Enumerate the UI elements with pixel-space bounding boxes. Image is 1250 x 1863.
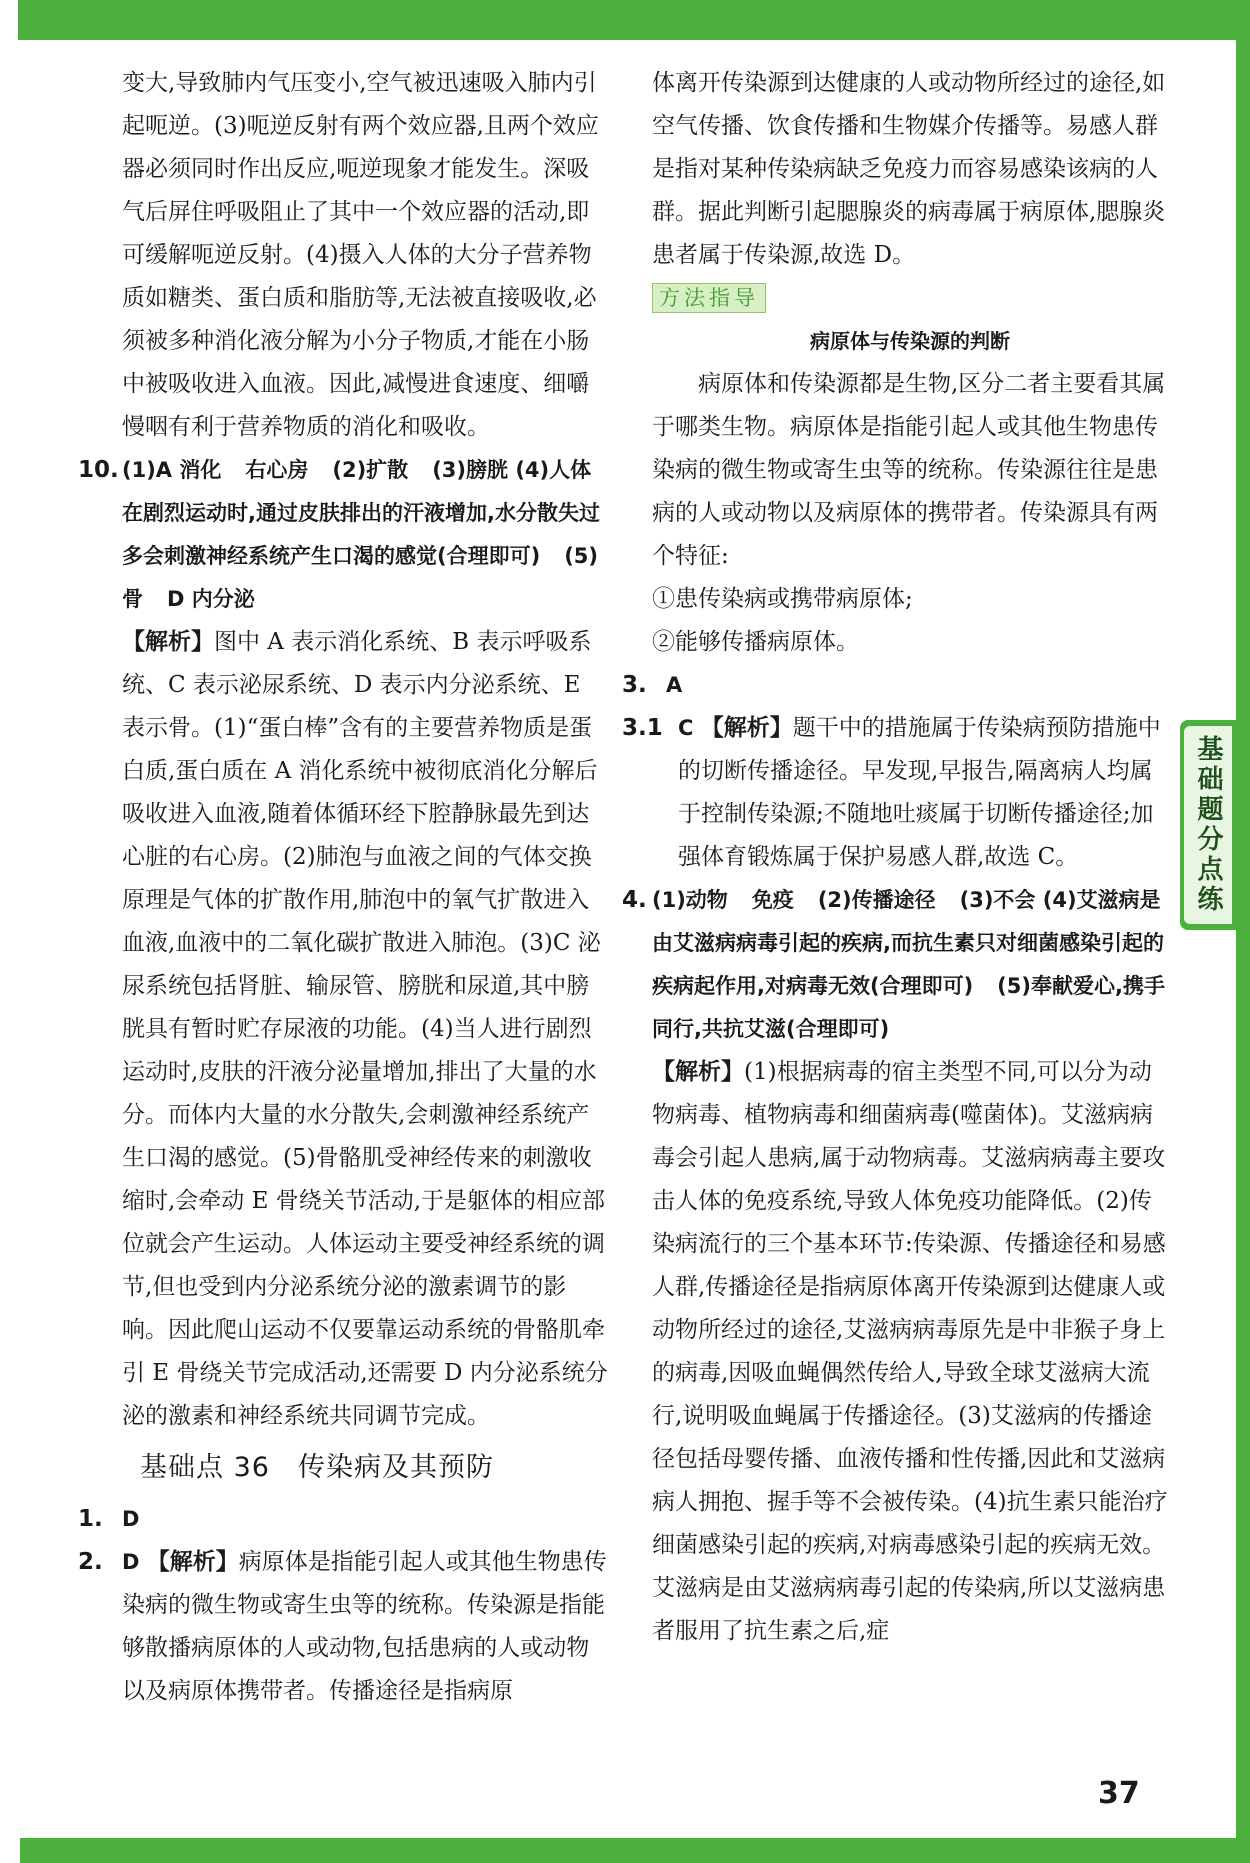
q10-answer <box>78 449 608 621</box>
method-body: 病原体和传染源都是生物,区分二者主要看其属于哪类生物。病原体是指能引起人或其他生物患传染病的微生物或寄生虫等的统称。传染源往往是患病的人或动物以及病原体的携带者。传染源具有两个特征: <box>652 371 1166 569</box>
explanation-tag: 【解析】 <box>700 715 793 741</box>
page-number: 37 <box>1098 1776 1140 1811</box>
side-tab-label: 基础题分点练 <box>1184 726 1232 924</box>
explanation-tag: 【解析】 <box>652 1059 744 1085</box>
section-title: 基础点 36 传染病及其预防 <box>140 1452 494 1483</box>
q1-answer: 1. D <box>78 1506 140 1532</box>
method-item-2: ②能够传播病原体。 <box>652 629 859 655</box>
q3-answer: 3. A <box>622 672 683 698</box>
q4-explanation: 【解析】(1)根据病毒的宿主类型不同,可以分为动物病毒、植物病毒和细菌病毒(噬菌体)。艾滋病病毒会引起人患病,属于动物病毒。艾滋病病毒主要攻击人体的免疫系统,导致人体免疫功能降低。(2)传染病流行的三个基本环节:传染源、传播途径和易感人群,传播途径是指病原体离开传染源到达健康人或动物所经过的途径,艾滋病病毒原先是中非猴子身上的病毒,因吸血蝇偶然传给人,导致全球艾滋病大流行,说明吸血蝇属于传播途径。(3)艾滋病的传播途径包括母婴传播、血液传播和性传播,因此和艾滋病病人拥抱、握手等不会被传染。(4)抗生素只能治疗细菌感染引起的疾病,对病毒感染引起的疾病无效。艾滋病是由艾滋病病毒引起的传染病,所以艾滋病患者服用了抗生素之后,症 <box>652 1059 1168 1644</box>
method-guide-tag: 方法指导 <box>652 283 766 313</box>
q10-explanation: 【解析】图中 A 表示消化系统、B 表示呼吸系统、C 表示泌尿系统、D 表示内分泌系统、E 表示骨。(1)“蛋白棒”含有的主要营养物质是蛋白质,蛋白质在 A 消化系统中被彻底消化分解后吸收进入血液,随着体循环经下腔静脉最先到达心脏的右心房。(2)肺泡与血液之间的气体交换原理是气体的扩散作用,肺泡中的氧气扩散进入血液,血液中的二氧化碳扩散进入肺泡。(3)C 泌尿系统包括肾脏、输尿管、膀胱和尿道,其中膀胱具有暂时贮存尿液的功能。(4)当人进行剧烈运动时,皮肤的汗液分泌量增加,排出了大量的水分。而体内大量的水分散失,会刺激神经系统产生口渴的感觉。(5)骨骼肌受神经传来的刺激收缩时,会牵动 E 骨绕关节活动,于是躯体的相应部位就会产生运动。人体运动主要受神经系统的调节,但也受到内分泌系统分泌的激素调节的影响。因此爬山运动不仅要靠运动系统的骨骼肌牵引 E 骨绕关节完成活动,还需要 D 内分泌系统分泌的激素和神经系统共同调节完成。 <box>122 629 608 1429</box>
page-border-right <box>1236 0 1250 1863</box>
method-title: 病原体与传染源的判断 <box>810 329 1010 353</box>
method-item-1: ①患传染病或携带病原体; <box>652 586 913 612</box>
q2-explanation-continued: 体离开传染源到达健康的人或动物所经过的途径,如空气传播、饮食传播和生物媒介传播等。易感人群是指对某种传染病缺乏免疫力而容易感染该病的人群。据此判断引起腮腺炎的病毒属于病原体,腮腺炎患者属于传染源,故选 D。 <box>652 70 1166 268</box>
q9-explanation-continued: 变大,导致肺内气压变小,空气被迅速吸入肺内引起呃逆。(3)呃逆反射有两个效应器,且两个效应器必须同时作出反应,呃逆现象才能发生。深吸气后屏住呼吸阻止了其中一个效应器的活动,即可缓解呃逆反射。(4)摄入人体的大分子营养物质如糖类、蛋白质和脂肪等,无法被直接吸收,必须被多种消化液分解为小分子物质,才能在小肠中被吸收进入血液。因此,减慢进食速度、细嚼慢咽有利于营养物质的消化和吸收。 <box>122 70 599 440</box>
q3-1-answer: 3.1 C 【解析】题干中的措施属于传染病预防措施中的切断传播途径。早发现,早报告,隔离病人均属于控制传染源;不随地吐痰属于切断传播途径;加强体育锻炼属于保护易感人群,故选 C。 <box>622 715 1161 870</box>
page-border-bottom <box>20 1838 1250 1863</box>
explanation-tag: 【解析】 <box>146 1549 239 1575</box>
q10-answer-text: (1)A 消化 右心房 (2)扩散 (3)膀胱 (4)人体在剧烈运动时,通过皮肤排出的汗液增加,水分散失过多会刺激神经系统产生口渴的感觉(合理即可) (5)骨 D 内分泌 <box>122 458 600 611</box>
page-border-top <box>18 0 1236 40</box>
q4-answer: 4. (1)动物 免疫 (2)传播途径 (3)不会 (4)艾滋病是由艾滋病病毒引起的疾病,而抗生素只对细菌感染引起的疾病起作用,对病毒无效(合理即可) (5)奉献爱心,携手同行,共抗艾滋(合理即可) <box>622 887 1165 1041</box>
right-column <box>622 62 1168 1653</box>
explanation-tag: 【解析】 <box>122 629 214 655</box>
q10-number: 10. <box>78 457 119 483</box>
page-corner <box>0 0 18 24</box>
left-column <box>78 62 608 1713</box>
q2-answer: 2. D 【解析】病原体是指能引起人或其他生物患传染病的微生物或寄生虫等的统称。传染源是指能够散播病原体的人或动物,包括患病的人或动物以及病原体携带者。传播途径是指病原 <box>78 1549 607 1704</box>
